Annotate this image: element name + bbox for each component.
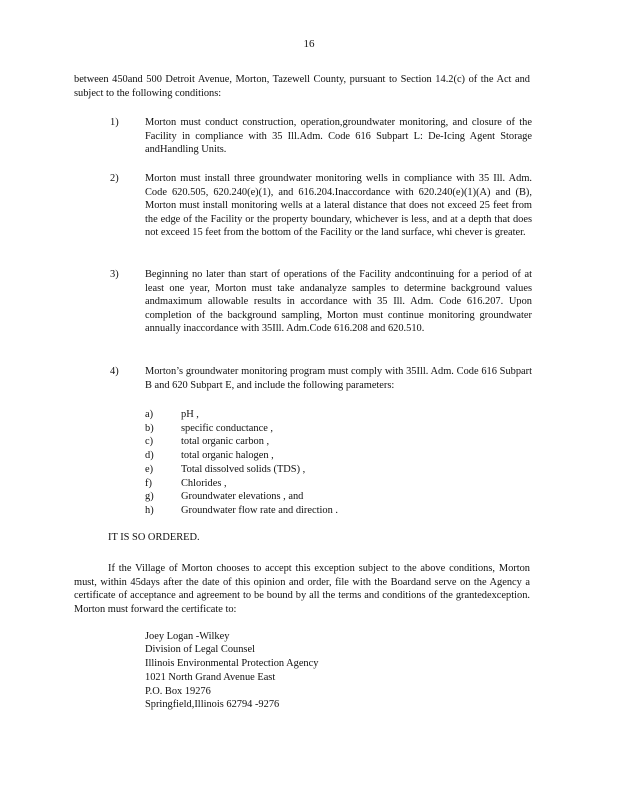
address-line: Springfield,Illinois 62794 -9276 xyxy=(145,699,280,710)
address-line: Joey Logan -Wilkey xyxy=(145,631,230,642)
parameter-item: Chlorides , xyxy=(181,478,227,489)
parameter-letter: h) xyxy=(145,505,154,516)
parameter-item: total organic carbon , xyxy=(181,436,270,447)
condition-number: 3) xyxy=(110,269,119,280)
parameter-letter: f) xyxy=(145,478,152,489)
address-line: 1021 North Grand Avenue East xyxy=(145,672,276,683)
condition-number: 4) xyxy=(110,366,119,377)
parameter-letter: e) xyxy=(145,464,154,475)
order-statement: IT IS SO ORDERED. xyxy=(108,532,200,543)
condition-text: Morton must install three groundwater monitoring wells in compliance with 35 Ill. Adm. Code 620.505, 620.240(e)(1), and 616.204.Inaccordance with 620.240(e)(1)(A) and (B), Morton must install monitoring wells at a lateral distance that does not exceed 25 feet from the edge of the Facility or the property boundary, whichever is less, and at a depth that does not exceed 15 feet from the bottom of the Facility or the land surface, whi chever is greater. xyxy=(145,173,532,239)
parameter-letter: a) xyxy=(145,409,154,420)
condition-number: 1) xyxy=(110,117,119,128)
address-line: Division of Legal Counsel xyxy=(145,644,255,655)
address-line: P.O. Box 19276 xyxy=(145,686,211,697)
page-number: 16 xyxy=(303,38,315,50)
parameter-letter: c) xyxy=(145,436,154,447)
condition-text: Morton’s groundwater monitoring program must comply with 35Ill. Adm. Code 616 Subpart B and 620 Subpart E, and include the following parameters: xyxy=(145,366,532,391)
condition-text: Beginning no later than start of operations of the Facility andcontinuing for a period of at least one year, Morton must take andanalyze samples to determine background values andmaximum allowable results in accordance with 35 Ill. Adm. Code 616.207. Upon completion of the background sampling, Morton must continue monitoring groundwater annually inaccordance with 35Ill. Adm.Code 616.208 and 620.510. xyxy=(145,269,532,335)
address-line: Illinois Environmental Protection Agency xyxy=(145,658,319,669)
intro-paragraph: between 450and 500 Detroit Avenue, Morton, Tazewell County, pursuant to Section 14.2(c) of the Act and subject to the following conditions: xyxy=(74,74,530,99)
parameter-letter: g) xyxy=(145,491,154,502)
parameter-item: Total dissolved solids (TDS) , xyxy=(181,464,306,475)
parameter-letter: b) xyxy=(145,423,154,434)
parameter-letter: d) xyxy=(145,450,154,461)
condition-number: 2) xyxy=(110,173,119,184)
condition-text: Morton must conduct construction, operation,groundwater monitoring, and closure of the Facility in compliance with 35 Ill.Adm. Code 616 Subpart L: De-Icing Agent Storage andHandling Units. xyxy=(145,117,532,156)
parameter-item: Groundwater flow rate and direction . xyxy=(181,505,338,516)
parameter-item: pH , xyxy=(181,409,199,420)
closing-paragraph: If the Village of Morton chooses to accept this exception subject to the above conditions, Morton must, within 45days after the date of this opinion and order, file with the Boardand serve on the Agency a certificate of acceptance and agreement to be bound by all the terms and conditions of the grantedexception. Morton must forward the certificate to: xyxy=(74,563,530,615)
parameter-item: Groundwater elevations , and xyxy=(181,491,304,502)
parameter-item: total organic halogen , xyxy=(181,450,274,461)
parameter-item: specific conductance , xyxy=(181,423,274,434)
